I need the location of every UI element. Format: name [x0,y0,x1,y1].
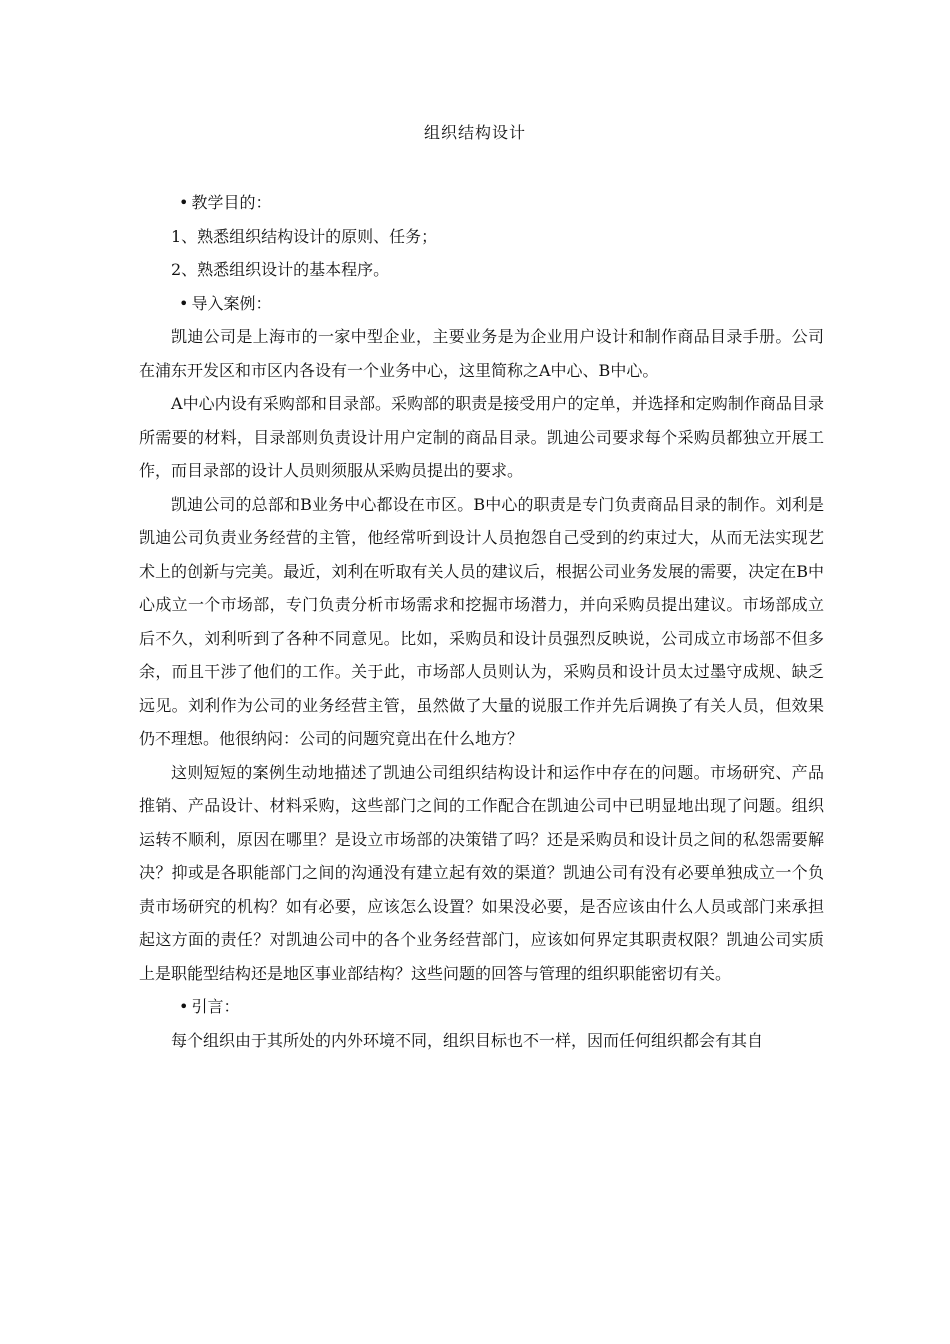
case-paragraph-3: 凯迪公司的总部和B业务中心都设在市区。B中心的职责是专门负责商品目录的制作。刘利是凯迪公司负责业务经营的主管，他经常听到设计人员抱怨自己受到的约束过大，从而无法实现艺术上的创新与完美。最近，刘利在听取有关人员的建议后，根据公司业务发展的需要，决定在B中心成立一个市场部，专门负责分析市场需求和挖掘市场潜力，并向采购员提出建议。市场部成立后不久，刘利听到了各种不同意见。比如，采购员和设计员强烈反映说，公司成立市场部不但多余，而且干涉了他们的工作。关于此，市场部人员则认为，采购员和设计员太过墨守成规、缺乏远见。刘利作为公司的业务经营主管，虽然做了大量的说服工作并先后调换了有关人员，但效果仍不理想。他很纳闷：公司的问题究竟出在什么地方？ [139,494,824,748]
case-paragraph-4: 这则短短的案例生动地描述了凯迪公司组织结构设计和运作中存在的问题。市场研究、产品推销、产品设计、材料采购，这些部门之间的工作配合在凯迪公司中已明显地出现了问题。组织运转不顺利，原因在哪里？是设立市场部的决策错了吗？还是采购员和设计员之间的私怨需要解决？抑或是各职能部门之间的沟通没有建立起有效的渠道？凯迪公司有没有必要单独成立一个负责市场研究的机构？如有必要，应该怎么设置？如果没必要，是否应该由什么人员或部门来承担起这方面的责任？对凯迪公司中的各个业务经营部门，应该如何界定其职责权限？凯迪公司实质上是职能型结构还是地区事业部结构？这些问题的回答与管理的组织职能密切有关。 [139,762,824,983]
intro-heading-text: 引言： [191,997,240,1016]
document-body [139,186,824,1057]
case-heading [139,287,824,321]
case-paragraph-1: 凯迪公司是上海市的一家中型企业，主要业务是为企业用户设计和制作商品目录手册。公司在浦东开发区和市区内各设有一个业务中心，这里简称之A中心、B中心。 [139,327,824,380]
intro-heading [139,990,824,1024]
intro-paragraph-1: 每个组织由于其所处的内外环境不同，组织目标也不一样，因而任何组织都会有其自 [171,1030,764,1050]
case-heading-text: 导入案例： [191,293,272,313]
page-title: 组织结构设计 [423,123,526,142]
objective-1: 1、熟悉组织结构设计的原则、任务； [171,226,438,246]
bullet-icon: • [179,293,189,313]
bullet-icon: • [179,193,189,212]
objectives-heading-text: 教学目的： [191,193,272,212]
objective-2: 2、熟悉组织设计的基本程序。 [171,260,390,279]
bullet-icon: • [179,997,189,1016]
objectives-heading [139,186,824,220]
case-paragraph-2: A中心内设有采购部和目录部。采购部的职责是接受用户的定单，并选择和定购制作商品目录所需要的材料，目录部则负责设计用户定制的商品目录。凯迪公司要求每个采购员都独立开展工作，而目录部的设计人员则须服从采购员提出的要求。 [139,394,824,480]
